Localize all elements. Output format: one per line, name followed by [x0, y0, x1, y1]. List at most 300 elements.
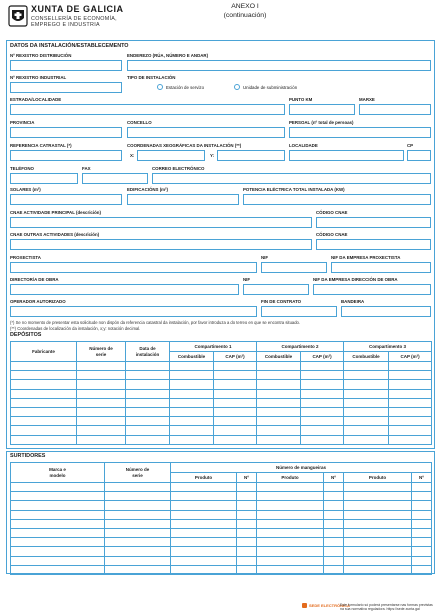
- depositos-table-row: [11, 426, 432, 435]
- depositos-table-cell[interactable]: [389, 371, 432, 380]
- surtidores-table-row: [11, 483, 432, 492]
- depositos-header-data-instalacion: [126, 342, 170, 362]
- surtidores-table-cell[interactable]: [237, 492, 257, 501]
- depositos-table-cell[interactable]: [257, 407, 301, 416]
- surtidores-table-cell[interactable]: [237, 538, 257, 547]
- surtidores-table-cell[interactable]: [257, 501, 324, 510]
- surtidores-table-cell[interactable]: [324, 556, 344, 565]
- depositos-table-cell[interactable]: [126, 380, 170, 389]
- surtidores-table-cell[interactable]: [171, 528, 237, 537]
- telefono-field[interactable]: [10, 173, 78, 184]
- depositos-header-data-l2: instalación: [135, 351, 160, 357]
- depositos-table-cell[interactable]: [11, 371, 77, 380]
- surtidores-table-cell[interactable]: [324, 510, 344, 519]
- surtidores-table-cell[interactable]: [257, 519, 324, 528]
- nif-proxectista-label: NIF: [261, 255, 269, 260]
- registro-industrial-field[interactable]: [10, 82, 122, 93]
- surtidores-table-row: [11, 556, 432, 565]
- nif-empresa-proxectista-label: NIF DA EMPRESA PROXECTISTA: [331, 255, 401, 260]
- surtidores-table-cell[interactable]: [237, 510, 257, 519]
- surtidores-table-cell[interactable]: [257, 492, 324, 501]
- telefono-label: TELÉFONO: [10, 166, 34, 171]
- depositos-table-cell[interactable]: [126, 389, 170, 398]
- surtidores-table-row: [11, 538, 432, 547]
- surtidores-table-cell[interactable]: [11, 492, 105, 501]
- surtidores-table-cell[interactable]: [237, 483, 257, 492]
- note-coordenadas: (**) Coordenadas de localización da instalación, x;y: notación decimal.: [10, 326, 141, 331]
- depositos-table-row: [11, 417, 432, 426]
- surtidores-header-marca-l2: modelo: [49, 472, 66, 478]
- nif-director-field[interactable]: [243, 284, 309, 295]
- depositos-header-compartimento-3: Compartimento 3: [344, 342, 432, 352]
- depositos-table-cell[interactable]: [344, 371, 389, 380]
- surtidores-table-cell[interactable]: [324, 483, 344, 492]
- surtidores-header-produto-2: Produto: [257, 473, 324, 483]
- operador-label: OPERADOR AUTORIZADO: [10, 299, 66, 304]
- depositos-table-cell[interactable]: [257, 398, 301, 407]
- solares-field[interactable]: [10, 194, 122, 205]
- depositos-table-cell[interactable]: [214, 407, 257, 416]
- surtidores-table-cell[interactable]: [11, 538, 105, 547]
- depositos-table-cell[interactable]: [257, 389, 301, 398]
- footer-brand: SEDE ELECTRÓNICA: [309, 603, 350, 608]
- unidade-subministracion-label: Unidade de subministración: [243, 85, 298, 90]
- surtidores-table-cell[interactable]: [171, 483, 237, 492]
- surtidores-table-cell[interactable]: [412, 556, 432, 565]
- fin-contrato-field[interactable]: [261, 306, 337, 317]
- depositos-table-cell[interactable]: [126, 398, 170, 407]
- depositos-table-cell[interactable]: [257, 371, 301, 380]
- persoal-field[interactable]: [289, 127, 431, 138]
- surtidores-table-cell[interactable]: [257, 556, 324, 565]
- surtidores-table-row: [11, 519, 432, 528]
- operador-field[interactable]: [10, 306, 257, 317]
- surtidores-table-cell[interactable]: [412, 565, 432, 574]
- surtidores-table-cell[interactable]: [324, 528, 344, 537]
- surtidores-header-marca-l1: Marca e: [49, 466, 66, 472]
- unidade-subministracion-radio[interactable]: [234, 84, 240, 90]
- depositos-table-cell[interactable]: [170, 398, 214, 407]
- surtidores-table-cell[interactable]: [324, 565, 344, 574]
- nif-empresa-proxectista-field[interactable]: [331, 262, 431, 273]
- marxe-field[interactable]: [359, 104, 431, 115]
- depositos-table-cell[interactable]: [257, 362, 301, 371]
- depositos-table-cell[interactable]: [77, 371, 126, 380]
- surtidores-table-cell[interactable]: [105, 510, 171, 519]
- surtidores-table-cell[interactable]: [344, 565, 412, 574]
- estacion-servizo-radio[interactable]: [157, 84, 163, 90]
- depositos-table-cell[interactable]: [170, 426, 214, 435]
- surtidores-table-cell[interactable]: [324, 519, 344, 528]
- director-obra-field[interactable]: [10, 284, 239, 295]
- cp-label: CP: [407, 143, 414, 148]
- bandeira-label: BANDEIRA: [341, 299, 365, 304]
- surtidores-table-cell[interactable]: [11, 501, 105, 510]
- surtidores-table-cell[interactable]: [11, 483, 105, 492]
- surtidores-table-cell[interactable]: [324, 547, 344, 556]
- depositos-header-combustible-3: Combustible: [344, 352, 389, 362]
- nif-empresa-direccion-field[interactable]: [313, 284, 431, 295]
- solares-label: SOLARES (m²): [10, 187, 41, 192]
- concello-label: CONCELLO: [127, 120, 152, 125]
- depositos-header-cap-2: CAP (m³): [301, 352, 344, 362]
- surtidores-table-cell[interactable]: [412, 483, 432, 492]
- depositos-table: [10, 341, 432, 445]
- cnae-principal-field[interactable]: [10, 217, 312, 228]
- depositos-table-cell[interactable]: [301, 398, 344, 407]
- persoal-label: PERSOAL (nº total de persoas): [289, 120, 354, 125]
- note-catastral: (*) Se no momento de presentar esta solicitude non dispón da referencia catastral da instalación, por favor introduza a do terreo en que se encontra situado.: [10, 320, 301, 325]
- surtidores-table-cell[interactable]: [237, 565, 257, 574]
- edificacions-field[interactable]: [127, 194, 239, 205]
- edificacions-label: EDIFICACIÓNS (m²): [127, 187, 168, 192]
- surtidores-table-cell[interactable]: [171, 492, 237, 501]
- surtidores-table-cell[interactable]: [324, 538, 344, 547]
- localidade-label: LOCALIDADE: [289, 143, 318, 148]
- depositos-table-cell[interactable]: [214, 380, 257, 389]
- surtidores-header-marca: [11, 463, 105, 483]
- surtidores-table-cell[interactable]: [105, 483, 171, 492]
- surtidores-table-cell[interactable]: [171, 565, 237, 574]
- surtidores-table-cell[interactable]: [257, 510, 324, 519]
- registro-distribucion-label: Nº REXISTRO DISTRIBUCIÓN: [10, 53, 72, 58]
- punto-km-field[interactable]: [289, 104, 355, 115]
- surtidores-table-cell[interactable]: [237, 528, 257, 537]
- surtidores-table-cell[interactable]: [344, 492, 412, 501]
- surtidores-table-cell[interactable]: [237, 547, 257, 556]
- surtidores-header-numero-1: Nº: [237, 473, 257, 483]
- surtidores-table-cell[interactable]: [105, 538, 171, 547]
- surtidores-table-cell[interactable]: [257, 483, 324, 492]
- depositos-table-cell[interactable]: [344, 426, 389, 435]
- localidade-field[interactable]: [289, 150, 404, 161]
- surtidores-table-cell[interactable]: [105, 492, 171, 501]
- estrada-localidade-field[interactable]: [10, 104, 285, 115]
- director-obra-label: DIRECTOR/A DE OBRA: [10, 277, 59, 282]
- punto-km-label: PUNTO KM: [289, 97, 313, 102]
- depositos-table-cell[interactable]: [344, 417, 389, 426]
- surtidores-table-cell[interactable]: [171, 501, 237, 510]
- depositos-table-cell[interactable]: [389, 362, 432, 371]
- correo-label: CORREO ELECTRÓNICO: [152, 166, 205, 171]
- org-department-line-1: CONSELLERÍA DE ECONOMÍA,: [31, 16, 117, 22]
- depositos-table-cell[interactable]: [344, 435, 389, 444]
- depositos-table-cell[interactable]: [11, 417, 77, 426]
- surtidores-table-cell[interactable]: [171, 538, 237, 547]
- depositos-table-cell[interactable]: [126, 407, 170, 416]
- depositos-header-numero-serie-l2: serie: [95, 351, 107, 357]
- depositos-header-numero-serie-l1: Número de: [89, 345, 113, 351]
- depositos-header-cap-3: CAP (m³): [389, 352, 432, 362]
- surtidores-table-cell[interactable]: [105, 519, 171, 528]
- depositos-header-fabricante: Fabricante: [11, 342, 77, 362]
- depositos-table-cell[interactable]: [170, 407, 214, 416]
- surtidores-table-cell[interactable]: [412, 492, 432, 501]
- depositos-table-cell[interactable]: [77, 435, 126, 444]
- surtidores-table-cell[interactable]: [11, 556, 105, 565]
- depositos-table-cell[interactable]: [77, 380, 126, 389]
- depositos-table-cell[interactable]: [257, 435, 301, 444]
- surtidores-table-cell[interactable]: [105, 501, 171, 510]
- depositos-table-row: [11, 362, 432, 371]
- surtidores-table-cell[interactable]: [171, 519, 237, 528]
- installation-section-title: DATOS DA INSTALACIÓN/ESTABLECEMENTO: [10, 43, 129, 49]
- surtidores-table-cell[interactable]: [11, 510, 105, 519]
- surtidores-table-cell[interactable]: [257, 565, 324, 574]
- depositos-table-cell[interactable]: [257, 417, 301, 426]
- depositos-table-cell[interactable]: [301, 380, 344, 389]
- surtidores-table-cell[interactable]: [105, 556, 171, 565]
- depositos-table-cell[interactable]: [344, 380, 389, 389]
- surtidores-header-numero-serie: [105, 463, 171, 483]
- coord-x-label: X:: [130, 153, 135, 158]
- surtidores-table-cell[interactable]: [324, 501, 344, 510]
- sede-electronica-icon: [302, 603, 307, 608]
- depositos-table-cell[interactable]: [214, 417, 257, 426]
- depositos-table-cell[interactable]: [389, 426, 432, 435]
- depositos-table-cell[interactable]: [126, 371, 170, 380]
- surtidores-table-cell[interactable]: [257, 528, 324, 537]
- annex-heading: [200, 3, 290, 20]
- surtidores-table-cell[interactable]: [171, 547, 237, 556]
- depositos-table-cell[interactable]: [344, 407, 389, 416]
- depositos-table-cell[interactable]: [11, 398, 77, 407]
- depositos-table-cell[interactable]: [11, 426, 77, 435]
- surtidores-table-cell[interactable]: [344, 501, 412, 510]
- surtidores-section-title: SURTIDORES: [10, 453, 46, 459]
- depositos-table-cell[interactable]: [214, 435, 257, 444]
- nif-director-label: NIF: [243, 277, 251, 282]
- fax-label: FAX: [82, 166, 91, 171]
- depositos-header-compartimento-1: Compartimento 1: [170, 342, 257, 352]
- depositos-table-cell[interactable]: [170, 380, 214, 389]
- depositos-table-cell[interactable]: [170, 389, 214, 398]
- nif-empresa-direccion-label: NIF DA EMPRESA DIRECCIÓN DE OBRA: [313, 277, 398, 282]
- enderezo-label: ENDEREZO (RÚA, NÚMERO E ANDAR): [127, 53, 209, 58]
- concello-field[interactable]: [127, 127, 285, 138]
- tipo-instalacion-label: TIPO DE INSTALACIÓN: [127, 75, 176, 80]
- depositos-header-cap-1: CAP (m³): [214, 352, 257, 362]
- depositos-table-cell[interactable]: [214, 398, 257, 407]
- bandeira-field[interactable]: [341, 306, 431, 317]
- depositos-section-title: DEPÓSITOS: [10, 332, 42, 338]
- proxectista-label: PROXECTISTA: [10, 255, 41, 260]
- depositos-table-cell[interactable]: [77, 426, 126, 435]
- coord-x-field[interactable]: [137, 150, 205, 161]
- surtidores-table-cell[interactable]: [412, 538, 432, 547]
- surtidores-table-cell[interactable]: [105, 547, 171, 556]
- surtidores-table-row: [11, 565, 432, 574]
- depositos-table-cell[interactable]: [257, 426, 301, 435]
- cnae-outras-field[interactable]: [10, 239, 312, 250]
- surtidores-table-cell[interactable]: [171, 510, 237, 519]
- marxe-label: MARXE: [359, 97, 375, 102]
- depositos-table-cell[interactable]: [301, 362, 344, 371]
- depositos-table-cell[interactable]: [301, 417, 344, 426]
- surtidores-table-cell[interactable]: [344, 483, 412, 492]
- potencia-label: POTENCIA ELÉCTRICA TOTAL INSTALADA (KW): [243, 187, 345, 192]
- surtidores-table-row: [11, 528, 432, 537]
- surtidores-table-cell[interactable]: [257, 538, 324, 547]
- surtidores-table: [10, 462, 432, 575]
- surtidores-header-numero-serie-l1: Número de: [125, 466, 150, 472]
- potencia-field[interactable]: [243, 194, 431, 205]
- depositos-table-cell[interactable]: [389, 380, 432, 389]
- nif-proxectista-field[interactable]: [261, 262, 327, 273]
- depositos-table-cell[interactable]: [301, 426, 344, 435]
- surtidores-header-produto-1: Produto: [171, 473, 237, 483]
- estrada-localidade-label: ESTRADA/LOCALIDADE: [10, 97, 62, 102]
- depositos-table-cell[interactable]: [170, 435, 214, 444]
- enderezo-field[interactable]: [127, 60, 431, 71]
- depositos-table-cell[interactable]: [77, 398, 126, 407]
- surtidores-table-cell[interactable]: [11, 519, 105, 528]
- org-department-line-2: EMPREGO E INDUSTRIA: [31, 22, 100, 29]
- surtidores-table-cell[interactable]: [412, 528, 432, 537]
- depositos-table-cell[interactable]: [389, 417, 432, 426]
- surtidores-header-numero-3: Nº: [412, 473, 432, 483]
- depositos-table-row: [11, 389, 432, 398]
- depositos-table-cell[interactable]: [77, 417, 126, 426]
- surtidores-header-produto-3: Produto: [344, 473, 412, 483]
- depositos-table-cell[interactable]: [301, 371, 344, 380]
- surtidores-table-cell[interactable]: [344, 538, 412, 547]
- depositos-table-cell[interactable]: [389, 398, 432, 407]
- surtidores-table-cell[interactable]: [237, 519, 257, 528]
- codigo-cnae-2-field[interactable]: [316, 239, 431, 250]
- footer-text: Este formulario só poderá presentarse nas formas previstas na súa normativa reguladora. https://sede.xunta.gal: [340, 602, 433, 611]
- surtidores-table-cell[interactable]: [237, 501, 257, 510]
- surtidores-table-cell[interactable]: [412, 547, 432, 556]
- surtidores-table-cell[interactable]: [11, 565, 105, 574]
- surtidores-table-cell[interactable]: [324, 492, 344, 501]
- surtidores-table-cell[interactable]: [344, 528, 412, 537]
- depositos-table-cell[interactable]: [11, 362, 77, 371]
- depositos-table-cell[interactable]: [214, 389, 257, 398]
- surtidores-table-cell[interactable]: [11, 547, 105, 556]
- org-department: [31, 16, 117, 29]
- coord-y-label: Y:: [210, 153, 215, 158]
- depositos-table-cell[interactable]: [126, 362, 170, 371]
- depositos-table-cell[interactable]: [170, 371, 214, 380]
- coord-y-field[interactable]: [217, 150, 285, 161]
- org-name: XUNTA DE GALICIA: [31, 4, 124, 14]
- depositos-table-cell[interactable]: [170, 417, 214, 426]
- depositos-table-cell[interactable]: [126, 417, 170, 426]
- surtidores-table-row: [11, 492, 432, 501]
- depositos-table-cell[interactable]: [389, 435, 432, 444]
- depositos-table-cell[interactable]: [301, 389, 344, 398]
- provincia-field[interactable]: [10, 127, 122, 138]
- cp-field[interactable]: [407, 150, 431, 161]
- depositos-table-cell[interactable]: [214, 362, 257, 371]
- depositos-table-cell[interactable]: [344, 362, 389, 371]
- coordenadas-label: COORDENADAS XEOGRÁFICAS DA INSTALACIÓN (**): [127, 143, 242, 148]
- surtidores-table-cell[interactable]: [412, 519, 432, 528]
- surtidores-table-cell[interactable]: [11, 528, 105, 537]
- depositos-table-cell[interactable]: [214, 426, 257, 435]
- registro-industrial-label: Nº REXISTRO INDUSTRIAL: [10, 75, 67, 80]
- estacion-servizo-label: Estación de servizo: [166, 85, 205, 90]
- surtidores-header-numero-mangueiras: Número de mangueiras: [171, 463, 432, 473]
- surtidores-table-cell[interactable]: [344, 556, 412, 565]
- surtidores-table-row: [11, 547, 432, 556]
- depositos-table-row: [11, 398, 432, 407]
- depositos-table-cell[interactable]: [126, 426, 170, 435]
- codigo-cnae-1-label: CÓDIGO CNAE: [316, 210, 348, 215]
- codigo-cnae-2-label: CÓDIGO CNAE: [316, 232, 348, 237]
- fax-field[interactable]: [82, 173, 148, 184]
- surtidores-table-cell[interactable]: [344, 519, 412, 528]
- surtidores-table-cell[interactable]: [171, 556, 237, 565]
- surtidores-header-numero-2: Nº: [324, 473, 344, 483]
- depositos-table-cell[interactable]: [214, 371, 257, 380]
- cnae-principal-label: CNAE ACTIVIDADE PRINCIPAL (descrición): [10, 210, 101, 215]
- depositos-table-cell[interactable]: [77, 362, 126, 371]
- depositos-table-cell[interactable]: [389, 389, 432, 398]
- depositos-table-cell[interactable]: [257, 380, 301, 389]
- depositos-table-body: [11, 362, 432, 445]
- annex-subtitle: (continuación): [223, 11, 267, 19]
- depositos-table-cell[interactable]: [11, 435, 77, 444]
- surtidores-table-cell[interactable]: [344, 510, 412, 519]
- referencia-catastral-field[interactable]: [10, 150, 122, 161]
- depositos-table-cell[interactable]: [170, 362, 214, 371]
- depositos-table-cell[interactable]: [11, 380, 77, 389]
- depositos-table-cell[interactable]: [301, 407, 344, 416]
- proxectista-field[interactable]: [10, 262, 257, 273]
- depositos-table-row: [11, 380, 432, 389]
- codigo-cnae-1-field[interactable]: [316, 217, 431, 228]
- surtidores-table-cell[interactable]: [257, 547, 324, 556]
- depositos-header-data-l1: Data de: [139, 345, 156, 351]
- depositos-table-cell[interactable]: [126, 435, 170, 444]
- depositos-table-cell[interactable]: [344, 389, 389, 398]
- depositos-table-cell[interactable]: [11, 389, 77, 398]
- depositos-header-combustible-1: Combustible: [170, 352, 214, 362]
- depositos-table-cell[interactable]: [77, 407, 126, 416]
- depositos-table-row: [11, 435, 432, 444]
- depositos-table-cell[interactable]: [11, 407, 77, 416]
- depositos-table-row: [11, 371, 432, 380]
- surtidores-table-row: [11, 510, 432, 519]
- depositos-table-cell[interactable]: [301, 435, 344, 444]
- surtidores-table-body: [11, 483, 432, 575]
- surtidores-table-cell[interactable]: [344, 547, 412, 556]
- fin-contrato-label: FIN DE CONTRATO: [261, 299, 302, 304]
- xunta-coat-of-arms-logo: [6, 4, 30, 28]
- surtidores-table-row: [11, 501, 432, 510]
- annex-title: ANEXO I: [231, 3, 259, 10]
- surtidores-header-numero-serie-l2: serie: [132, 472, 143, 478]
- surtidores-table-cell[interactable]: [412, 510, 432, 519]
- depositos-table-row: [11, 407, 432, 416]
- depositos-table-cell[interactable]: [344, 398, 389, 407]
- surtidores-table-cell[interactable]: [105, 528, 171, 537]
- depositos-header-compartimento-2: Compartimento 2: [257, 342, 344, 352]
- correo-field[interactable]: [152, 173, 431, 184]
- depositos-table-cell[interactable]: [389, 407, 432, 416]
- registro-distribucion-field[interactable]: [10, 60, 122, 71]
- referencia-catastral-label: REFERENCIA CATRASTAL (*): [10, 143, 72, 148]
- surtidores-table-cell[interactable]: [412, 501, 432, 510]
- cnae-outras-label: CNAE OUTRAS ACTIVIDADES (descrición): [10, 232, 100, 237]
- surtidores-table-cell[interactable]: [237, 556, 257, 565]
- depositos-header-numero-serie: [77, 342, 126, 362]
- surtidores-table-cell[interactable]: [105, 565, 171, 574]
- depositos-header-combustible-2: Combustible: [257, 352, 301, 362]
- depositos-table-cell[interactable]: [77, 389, 126, 398]
